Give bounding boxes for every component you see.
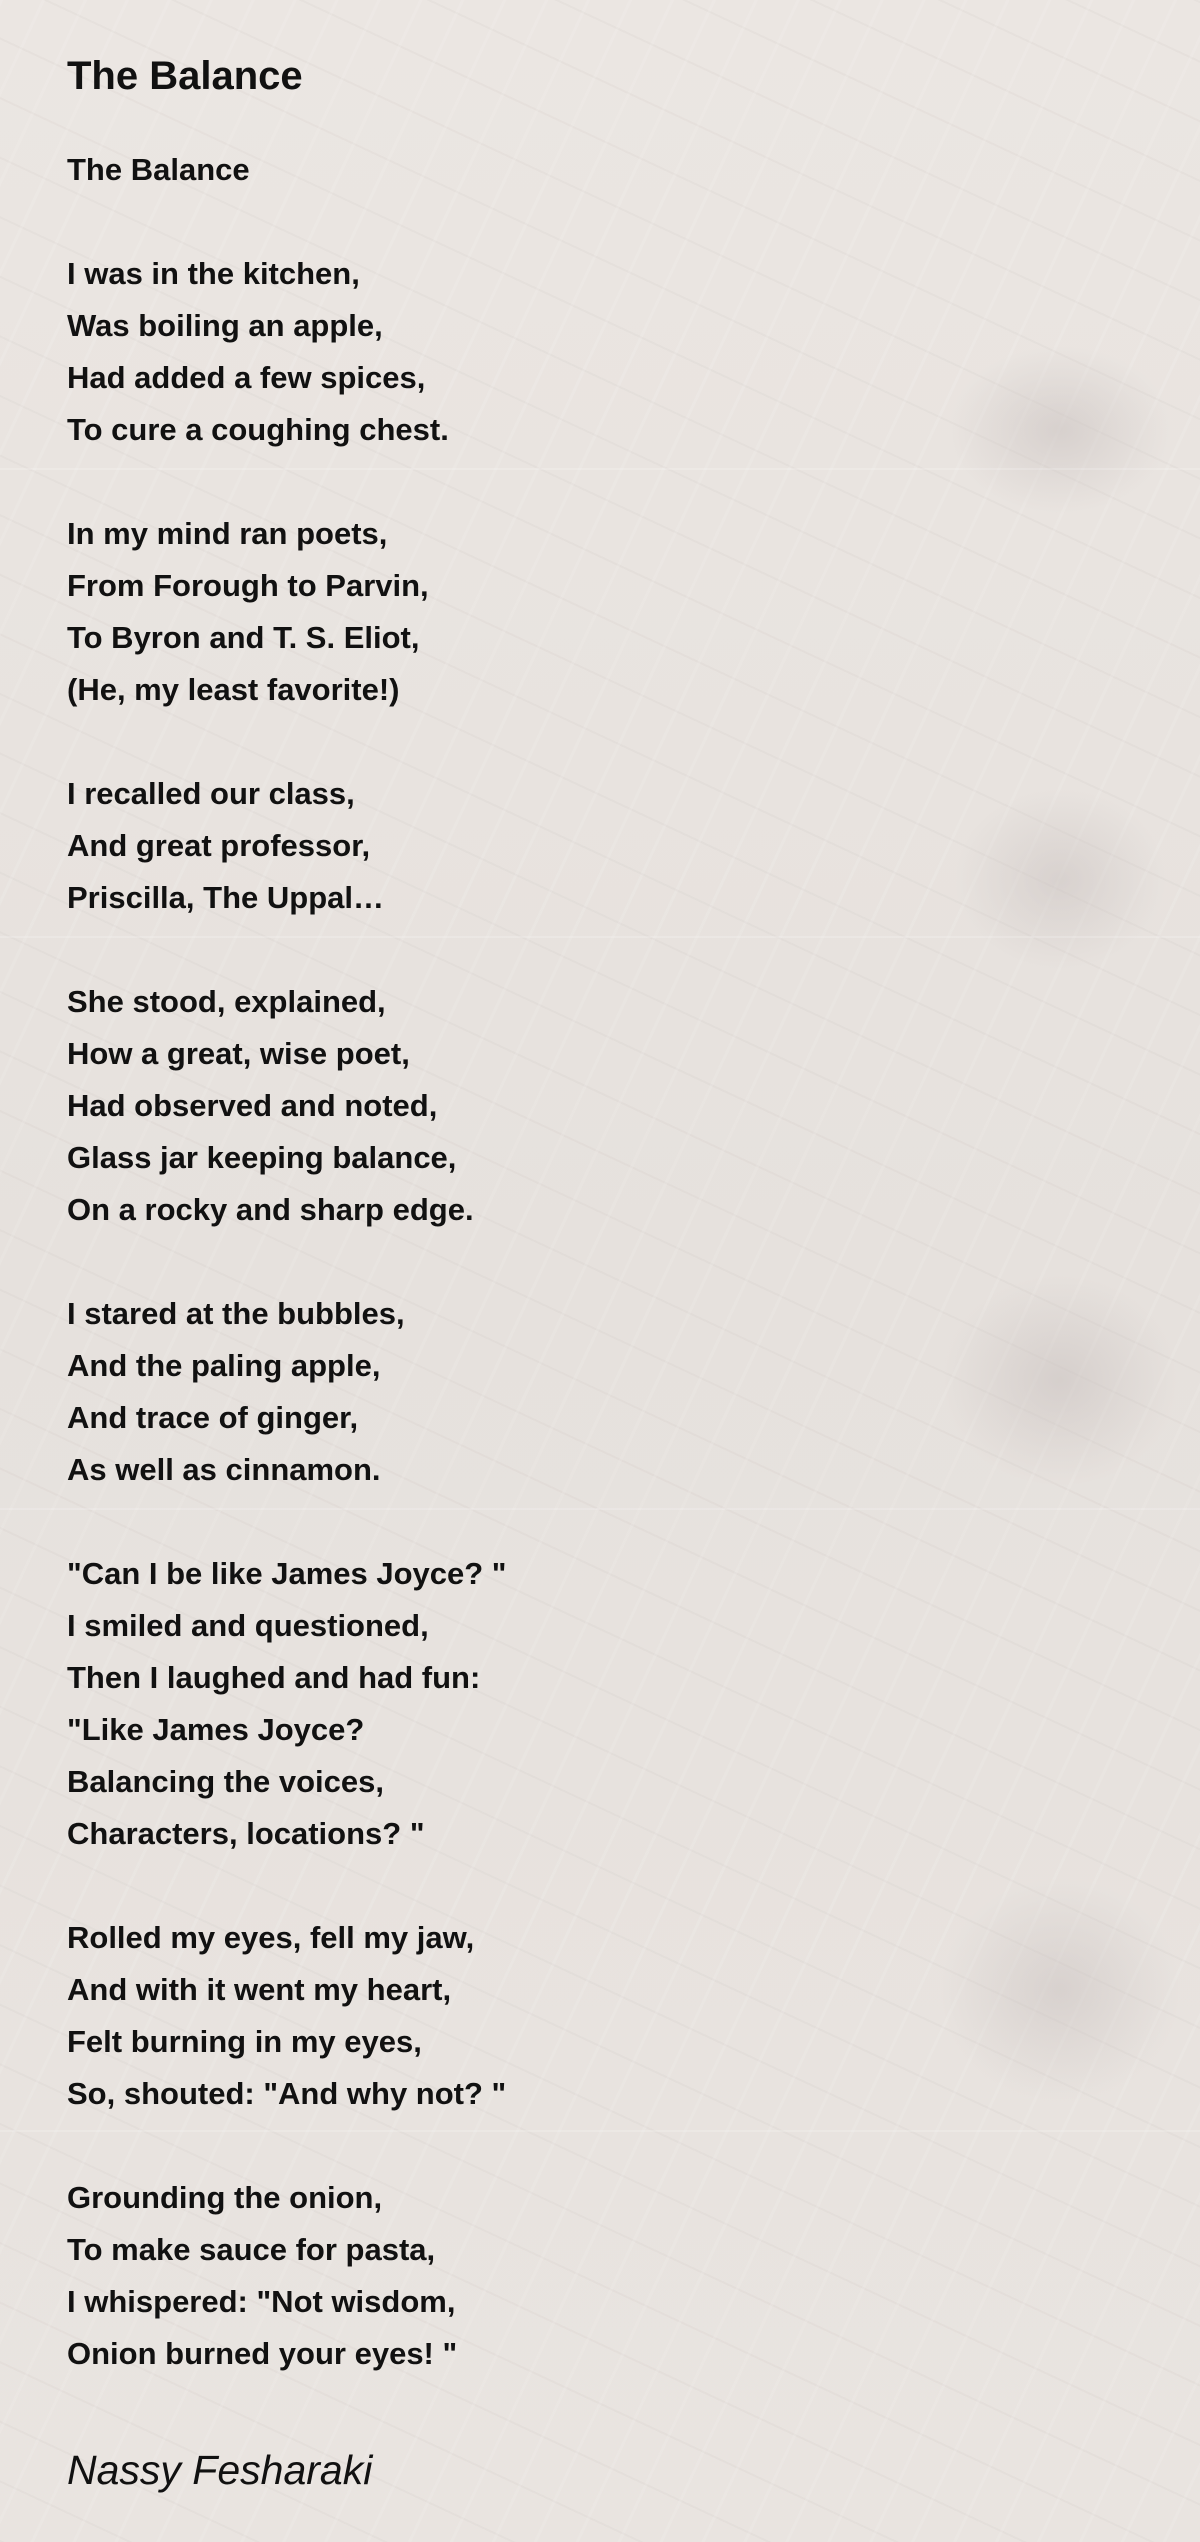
poem-line: Then I laughed and had fun:: [67, 1660, 481, 1695]
poem-line: Rolled my eyes, fell my jaw,: [67, 1920, 475, 1955]
poem-stanza: [67, 248, 1147, 456]
poem-line: I recalled our class,: [67, 776, 355, 811]
poem-line: How a great, wise poet,: [67, 1036, 410, 1071]
poem-line: Balancing the voices,: [67, 1764, 384, 1799]
poem-line: So, shouted: "And why not? ": [67, 2076, 507, 2111]
poem-line: To make sauce for pasta,: [67, 2232, 436, 2267]
poem-line: Felt burning in my eyes,: [67, 2024, 422, 2059]
poem-line: Priscilla, The Uppal…: [67, 880, 384, 915]
poem-stanza: [67, 976, 1147, 1236]
poem-stanza: [67, 2172, 1147, 2380]
poem-line: (He, my least favorite!): [67, 672, 400, 707]
poem-line: And trace of ginger,: [67, 1400, 359, 1435]
poem-line: Grounding the onion,: [67, 2180, 383, 2215]
poem-line: To cure a coughing chest.: [67, 412, 449, 447]
poem-line: And great professor,: [67, 828, 371, 863]
poem-line: Had added a few spices,: [67, 360, 426, 395]
poem-stanza: [67, 508, 1147, 716]
poem-stanza: [67, 1548, 1147, 1860]
poem-line: To Byron and T. S. Eliot,: [67, 620, 420, 655]
poem-stanza: [67, 1288, 1147, 1496]
poem-line: Glass jar keeping balance,: [67, 1140, 457, 1175]
poem-subtitle: The Balance: [67, 152, 250, 187]
poem-author: Nassy Fesharaki: [67, 2447, 373, 2493]
poem-line: I whispered: "Not wisdom,: [67, 2284, 456, 2319]
poem-line: Was boiling an apple,: [67, 308, 383, 343]
poem-line: Onion burned your eyes! ": [67, 2336, 458, 2371]
poem-container: [67, 48, 1147, 2498]
poem-line: As well as cinnamon.: [67, 1452, 381, 1487]
poem-line: And with it went my heart,: [67, 1972, 452, 2007]
poem-line: "Can I be like James Joyce? ": [67, 1556, 507, 1591]
poem-line: I smiled and questioned,: [67, 1608, 429, 1643]
poem-line: And the paling apple,: [67, 1348, 381, 1383]
poem-line: She stood, explained,: [67, 984, 386, 1019]
poem-line: "Like James Joyce?: [67, 1712, 365, 1747]
poem-line: I was in the kitchen,: [67, 256, 360, 291]
poem-line: I stared at the bubbles,: [67, 1296, 405, 1331]
poem-line: In my mind ran poets,: [67, 516, 388, 551]
poem-line: Characters, locations? ": [67, 1816, 425, 1851]
poem-line: Had observed and noted,: [67, 1088, 438, 1123]
poem-line: From Forough to Parvin,: [67, 568, 429, 603]
poem-body: [67, 248, 1147, 2380]
poem-line: On a rocky and sharp edge.: [67, 1192, 474, 1227]
poem-stanza: [67, 768, 1147, 924]
poem-stanza: [67, 1912, 1147, 2120]
poem-title: The Balance: [67, 54, 303, 98]
